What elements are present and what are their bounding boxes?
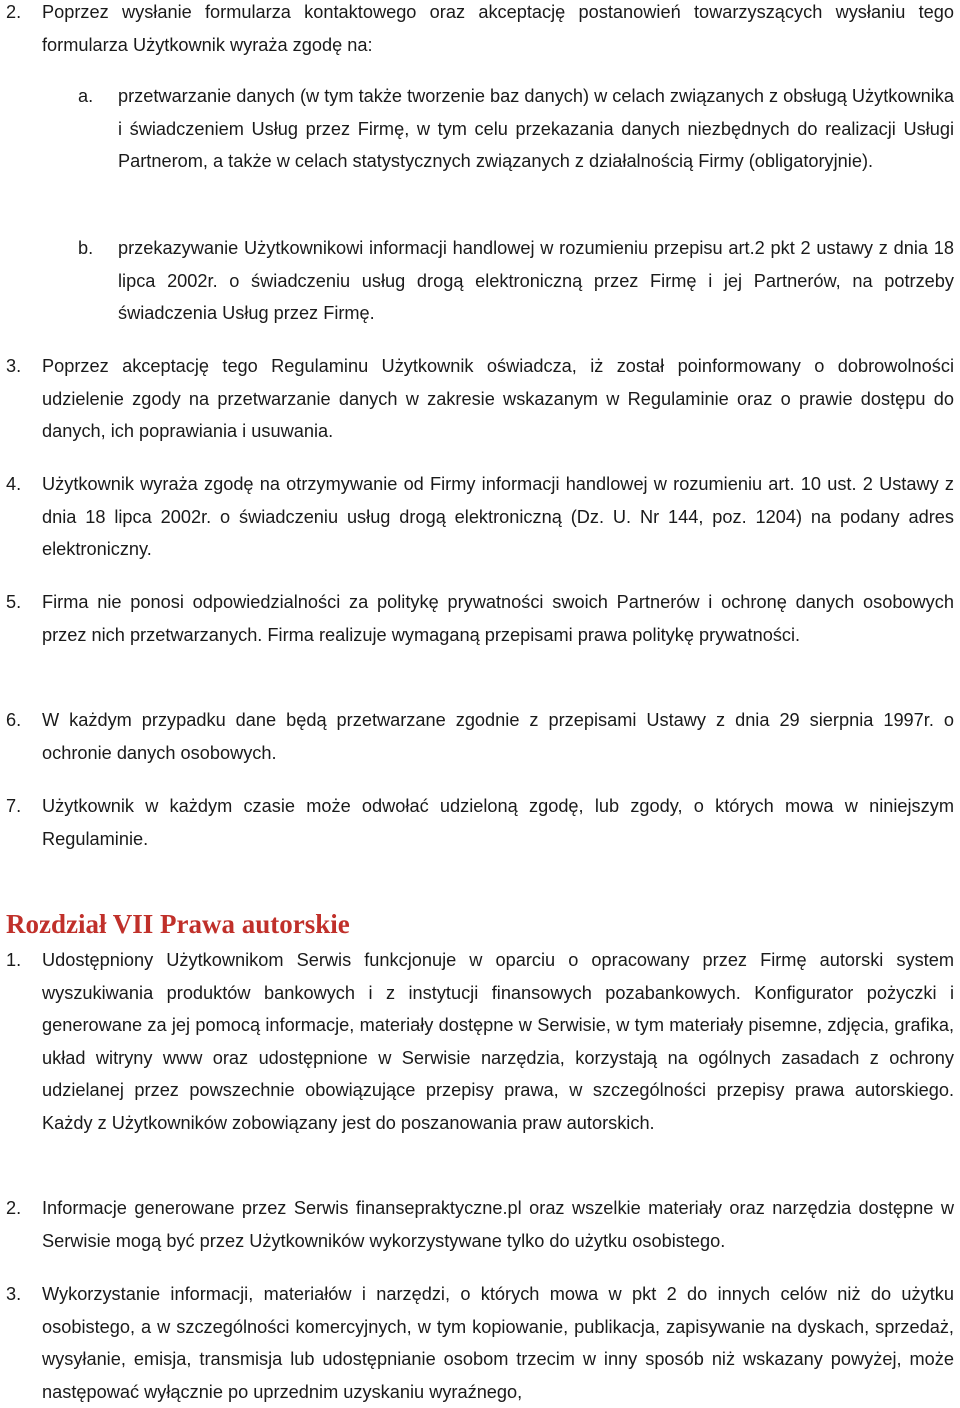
item-text: Firma nie ponosi odpowiedzialności za politykę prywatności swoich Partnerów i ochronę danych osobowych przez nich przetwarzanych. Firma realizuje wymaganą przepisami prawa politykę prywatności.	[42, 592, 954, 645]
sub-item-text: przekazywanie Użytkownikowi informacji handlowej w rozumieniu przepisu art.2 pkt 2 ustawy z dnia 18 lipca 2002r. o świadczeniu usług drogą elektroniczną przez Firmę i jej Partnerów, na potrzeby świadczenia Usług przez Firmę.	[118, 238, 954, 323]
list-item	[0, 0, 960, 61]
paragraph-7	[0, 790, 960, 855]
item-text: W każdym przypadku dane będą przetwarzane zgodnie z przepisami Ustawy z dnia 29 sierpnia 1997r. o ochronie danych osobowych.	[42, 710, 954, 763]
item-text: Wykorzystanie informacji, materiałów i narzędzi, o których mowa w pkt 2 do innych celów niż do użytku osobistego, a w szczególności komercyjnych, w tym kopiowanie, publikacja, zapisywanie na dyskach, sprzedaż, wysyłanie, emisja, transmisja lub udostępnianie osobom trzecim w inny sposób niż wskazany powyżej, może następować wyłącznie po uprzednim uzyskaniu wyraźnego,	[42, 1284, 954, 1402]
copyright-paragraph-2	[0, 1192, 960, 1257]
sub-list-item	[0, 232, 960, 330]
list-item	[0, 468, 960, 566]
item-number: 4.	[6, 474, 22, 494]
sub-item-letter: a.	[78, 86, 94, 106]
item-number: 3.	[6, 356, 22, 376]
item-number: 7.	[6, 796, 22, 816]
list-item	[0, 586, 960, 651]
subparagraph-a	[0, 80, 960, 178]
item-text: Informacje generowane przez Serwis finansepraktyczne.pl oraz wszelkie materiały oraz narzędzia dostępne w Serwisie mogą być przez Użytkowników wykorzystywane tylko do użytku osobistego.	[42, 1198, 954, 1251]
chapter-heading: Rozdział VII Prawa autorskie	[6, 909, 350, 939]
list-item	[0, 1278, 960, 1408]
copyright-paragraph-1	[0, 944, 960, 1139]
subparagraph-b	[0, 232, 960, 330]
sub-item-text: przetwarzanie danych (w tym także tworzenie baz danych) w celach związanych z obsługą Użytkownika i świadczeniem Usług przez Firmę, w tym celu przekazania danych niezbędnych do realizacji Usługi Partnerom, a także w celach statystycznych związanych z działalnością Firmy (obligatoryjnie).	[118, 86, 954, 171]
list-item	[0, 790, 960, 855]
list-item	[0, 1192, 960, 1257]
item-text: Użytkownik w każdym czasie może odwołać udzieloną zgodę, lub zgody, o których mowa w niniejszym Regulaminie.	[42, 796, 954, 849]
item-number: 3.	[6, 1284, 22, 1304]
sub-item-letter: b.	[78, 238, 94, 258]
paragraph-6	[0, 704, 960, 769]
item-text: Udostępniony Użytkownikom Serwis funkcjonuje w oparciu o opracowany przez Firmę autorski system wyszukiwania produktów bankowych i z instytucji finansowych pozabankowych. Konfigurator pożyczki i generowane za jej pomocą informacje, materiały dostępne w Serwisie, w tym materiały pisemne, zdjęcia, grafika, układ witryny www oraz udostępnione w Serwisie narzędzia, korzystają na ogólnych zasadach z ochrony udzielanej przez powszechnie obowiązujące przepisy prawa, w szczególności przepisy prawa autorskiego. Każdy z Użytkowników zobowiązany jest do poszanowania praw autorskich.	[42, 950, 954, 1133]
item-number: 2.	[6, 1198, 22, 1218]
item-number: 5.	[6, 592, 22, 612]
paragraph-5	[0, 586, 960, 651]
item-number: 6.	[6, 710, 22, 730]
paragraph-4	[0, 468, 960, 566]
item-text: Poprzez wysłanie formularza kontaktowego oraz akceptację postanowień towarzyszących wysłaniu tego formularza Użytkownik wyraża zgodę na:	[42, 2, 954, 55]
paragraph-2	[0, 0, 960, 61]
list-item	[0, 944, 960, 1139]
list-item	[0, 350, 960, 448]
item-text: Poprzez akceptację tego Regulaminu Użytkownik oświadcza, iż został poinformowany o dobrowolności udzielenie zgody na przetwarzanie danych w zakresie wskazanym w Regulaminie oraz o prawie dostępu do danych, ich poprawiania i usuwania.	[42, 356, 954, 441]
item-number: 1.	[6, 950, 22, 970]
item-text: Użytkownik wyraża zgodę na otrzymywanie od Firmy informacji handlowej w rozumieniu art. 10 ust. 2 Ustawy z dnia 18 lipca 2002r. o świadczeniu usług drogą elektroniczną (Dz. U. Nr 144, poz. 1204) na podany adres elektroniczny.	[42, 474, 954, 559]
item-number: 2.	[6, 2, 22, 22]
copyright-paragraph-3	[0, 1278, 960, 1408]
list-item	[0, 704, 960, 769]
paragraph-3	[0, 350, 960, 448]
sub-list-item	[0, 80, 960, 178]
